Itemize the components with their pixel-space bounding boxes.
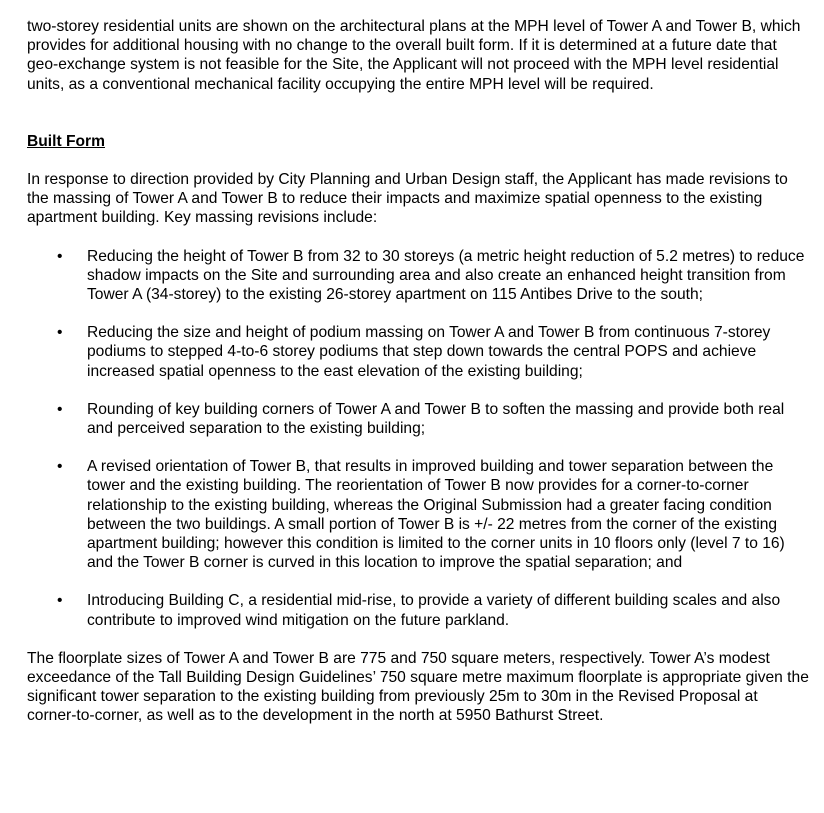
list-item bbox=[27, 400, 809, 438]
section-intro-paragraph: In response to direction provided by City Planning and Urban Design staff, the Applicant has made revisions to the massing of Tower A and Tower B to reduce their impacts and maximize spatial openness to the existing apartment building. Key massing revisions include: bbox=[27, 171, 788, 227]
list-item bbox=[27, 591, 809, 629]
bullet-icon: • bbox=[57, 247, 63, 265]
section-heading-built-form: Built Form bbox=[27, 132, 105, 150]
list-item bbox=[27, 247, 809, 305]
list-item bbox=[27, 457, 809, 572]
bullet-icon: • bbox=[57, 324, 63, 342]
list-item-text: Reducing the size and height of podium massing on Tower A and Tower B from continuous 7-storey podiums to stepped 4-to-6 storey podiums that step down towards the central POPS and achieve increased spatial openness to the east elevation of the existing building; bbox=[87, 324, 771, 380]
list-item-text: Reducing the height of Tower B from 32 to 30 storeys (a metric height reduction of 5.2 metres) to reduce shadow impacts on the Site and surrounding area and also create an enhanced height transition from Tower A (34-storey) to the existing 26-storey apartment on 115 Antibes Drive to the south; bbox=[87, 247, 805, 304]
massing-revisions-list bbox=[27, 247, 809, 630]
list-item bbox=[27, 323, 809, 381]
list-item-text: A revised orientation of Tower B, that results in improved building and tower separation between the tower and the existing building. The reorientation of Tower B now provides for a corner-to-corner relationship to the existing building, whereas the Original Submission had a greater facing condition between the two buildings. A small portion of Tower B is +/- 22 metres from the corner of the existing apartment building; however this condition is limited to the corner units in 10 floors only (level 7 to 16) and the Tower B corner is curved in this location to improve the spatial separation; and bbox=[87, 458, 785, 572]
closing-paragraph: The floorplate sizes of Tower A and Tower B are 775 and 750 square meters, respectively. Tower A’s modest exceedance of the Tall Building Design Guidelines’ 750 square metre maximum floorplate is appropriate given the significant tower separation to the existing building from previously 25m to 30m in the Revised Proposal at corner-to-corner, as well as to the development in the north at 5950 Bathurst Street. bbox=[27, 649, 809, 725]
bullet-icon: • bbox=[57, 458, 63, 476]
document-page bbox=[27, 17, 809, 745]
bullet-icon: • bbox=[57, 400, 63, 418]
bullet-icon: • bbox=[57, 592, 63, 610]
list-item-text: Rounding of key building corners of Tower A and Tower B to soften the massing and provide both real and perceived separation to the existing building; bbox=[87, 400, 785, 438]
list-item-text: Introducing Building C, a residential mid-rise, to provide a variety of different building scales and also contribute to improved wind mitigation on the future parkland. bbox=[87, 592, 781, 629]
intro-paragraph: two-storey residential units are shown on the architectural plans at the MPH level of Tower A and Tower B, which provides for additional housing with no change to the overall built form. If it is determined at a future date that geo-exchange system is not feasible for the Site, the Applicant will not proceed with the MPH level residential units, as a conventional mechanical facility occupying the entire MPH level will be required. bbox=[27, 18, 801, 93]
